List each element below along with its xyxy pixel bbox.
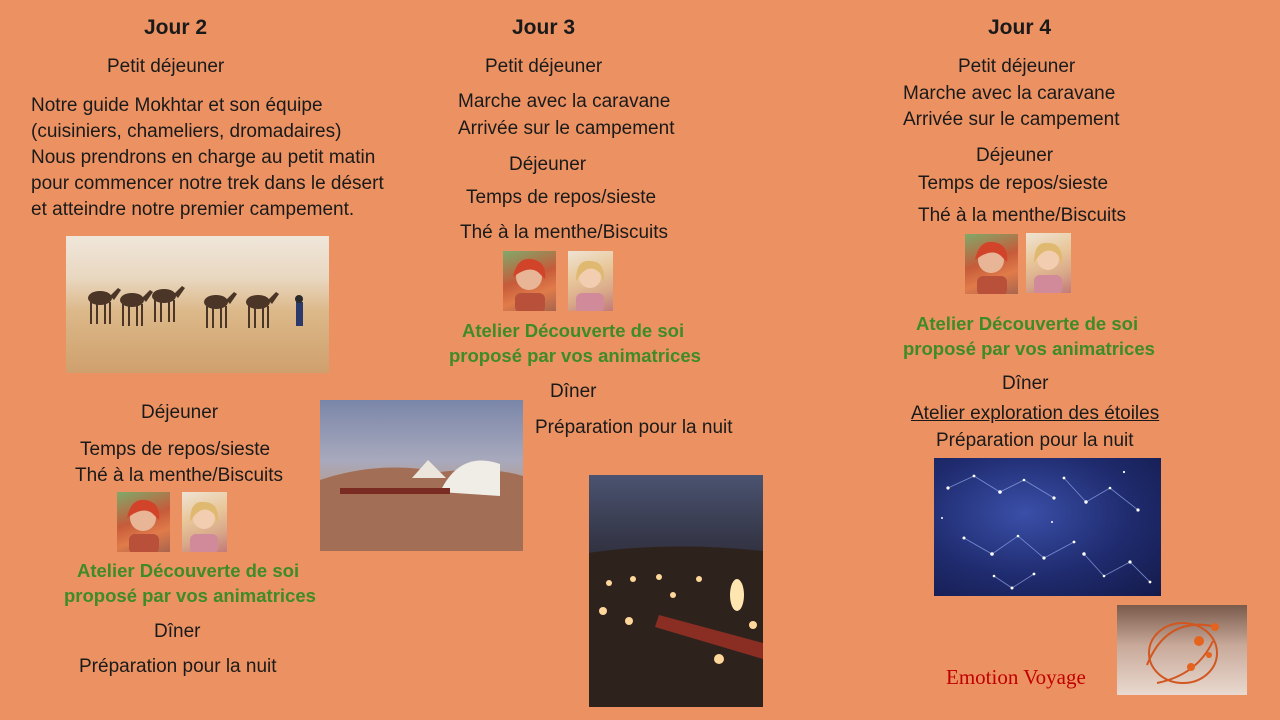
day3-title: Jour 3 [512,16,576,39]
day2-intro-line: Notre guide Mokhtar et son équipe [31,95,323,116]
night-candles-photo [589,475,763,707]
animatrice-photo-2 [182,492,227,552]
day2-workshop-line2: proposé par vos animatrices [64,585,316,606]
day3-workshop-line1: Atelier Découverte de soi [462,320,685,341]
day4-breakfast: Petit déjeuner [958,56,1076,77]
day4-night-prep: Préparation pour la nuit [936,430,1134,451]
day2-dinner: Dîner [154,621,201,642]
day2-intro [31,93,384,223]
day2-intro-line: et atteindre notre premier campement. [31,199,355,220]
animatrice-photo-2 [568,251,613,311]
animatrice-photo-1 [965,234,1018,294]
day4-workshop-line1: Atelier Découverte de soi [916,313,1139,334]
day4-title: Jour 4 [988,16,1052,39]
day3-workshop-line2: proposé par vos animatrices [449,345,701,366]
day3-walk: Marche avec la caravane [458,91,671,112]
day2-intro-line: Nous prendrons en charge au petit matin [31,147,376,168]
day2-breakfast: Petit déjeuner [107,56,225,77]
day3-lunch: Déjeuner [509,154,587,175]
day2-rest: Temps de repos/sieste [80,439,271,460]
day4-arrival: Arrivée sur le campement [903,109,1120,130]
brand-logo [1117,605,1247,695]
tent-camp-photo [320,400,523,551]
day3-tea: Thé à la menthe/Biscuits [460,222,669,243]
day2-intro-line: pour commencer notre trek dans le désert [31,173,384,194]
day2-tea: Thé à la menthe/Biscuits [75,465,284,486]
animatrice-photo-1 [117,492,170,552]
day3-dinner: Dîner [550,381,597,402]
day4-walk: Marche avec la caravane [903,83,1116,104]
camel-caravan-photo [66,236,329,373]
day4-rest: Temps de repos/sieste [918,173,1109,194]
day3-rest: Temps de repos/sieste [466,187,657,208]
day3-night-prep: Préparation pour la nuit [535,417,733,438]
day4-workshop-line2: proposé par vos animatrices [903,338,1155,359]
day4-lunch: Déjeuner [976,145,1054,166]
day2-intro-line: (cuisiniers, chameliers, dromadaires) [31,121,342,142]
day2-title: Jour 2 [144,16,208,39]
day2-lunch: Déjeuner [141,402,219,423]
star-map-photo [934,458,1161,596]
day4-dinner: Dîner [1002,373,1049,394]
day4-tea: Thé à la menthe/Biscuits [918,205,1127,226]
day3-arrival: Arrivée sur le campement [458,118,675,139]
day3-breakfast: Petit déjeuner [485,56,603,77]
brand-name: Emotion Voyage [946,665,1086,689]
day4-stars-workshop: Atelier exploration des étoiles [911,403,1160,424]
day2-workshop-line1: Atelier Découverte de soi [77,560,300,581]
day2-night-prep: Préparation pour la nuit [79,656,277,677]
animatrice-photo-2 [1026,233,1071,293]
animatrice-photo-1 [503,251,556,311]
